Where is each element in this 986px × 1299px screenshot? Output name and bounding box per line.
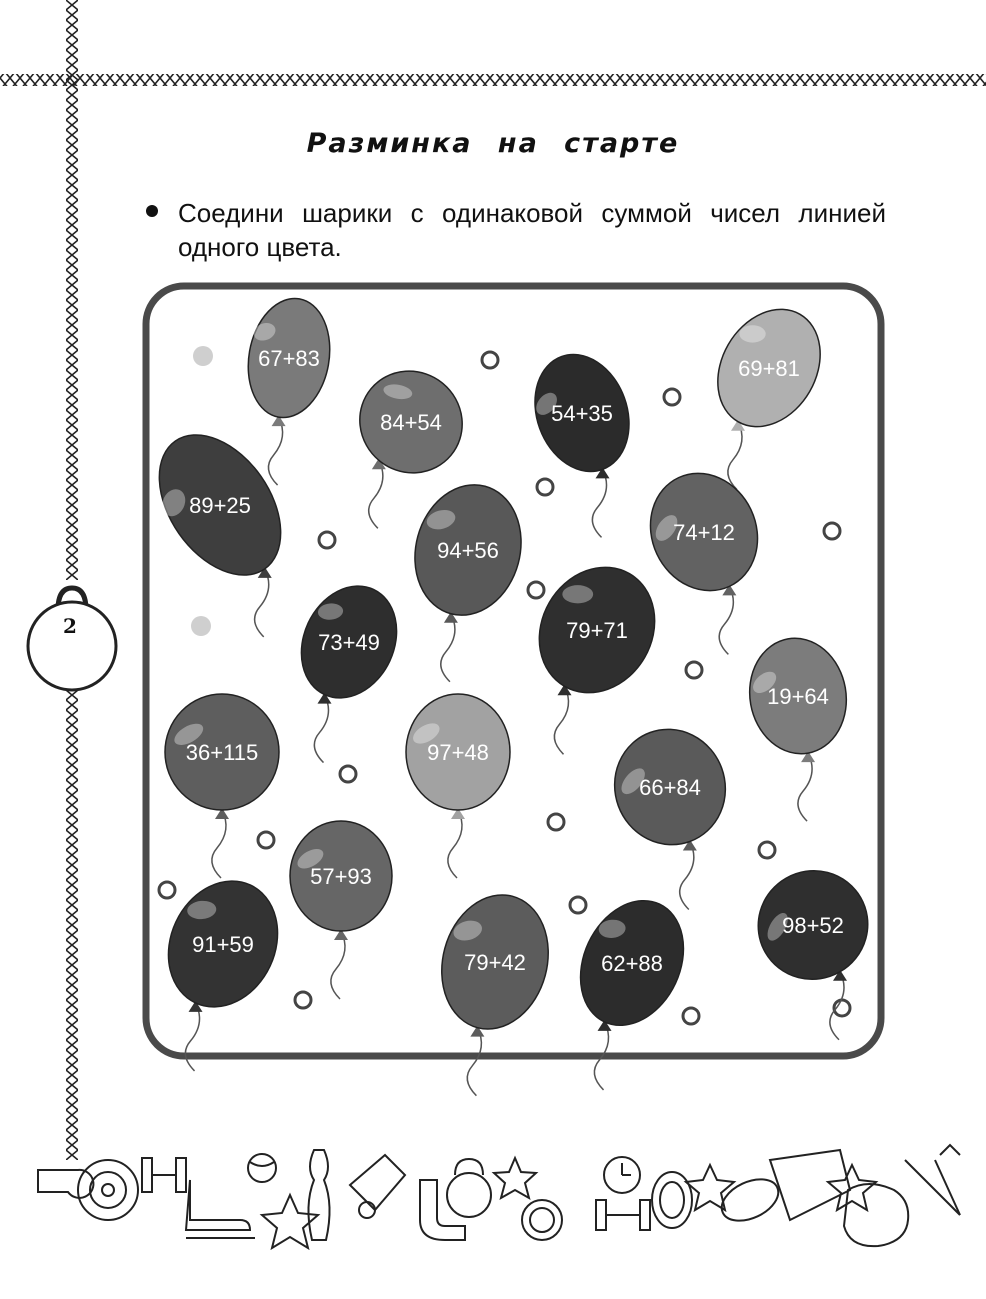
balloon-label: 97+48 [427,740,489,765]
shuttlecock-icon [350,1155,405,1218]
balloon-label: 79+42 [464,950,526,975]
confetti-circle [193,346,213,366]
balloon-label: 91+59 [192,932,254,957]
balloon-label: 62+88 [601,951,663,976]
confetti-circle [159,882,175,898]
balloon-label: 84+54 [380,410,442,435]
boxing-glove-icon [844,1184,908,1246]
medal-icon [522,1200,562,1240]
balloon-label: 36+115 [185,740,259,765]
bowling-icon [308,1150,329,1240]
task-instruction: Соедини шарики с одинаковой суммой чисел линией одного цвета. [178,198,886,262]
confetti-circle [340,766,356,782]
skate-icon [186,1180,255,1238]
star-icon [494,1158,536,1198]
bullet-icon [146,205,158,217]
ball-icon [248,1154,276,1182]
confetti-circle [664,389,680,405]
top-border [0,74,986,86]
balloon-label: 74+12 [673,520,735,545]
confetti-circle [824,523,840,539]
confetti-circle [683,1008,699,1024]
whistle-icon [38,1170,93,1198]
balloon-label: 66+84 [639,775,701,800]
balloon-highlight [739,325,765,342]
balloon-label: 73+49 [318,630,380,655]
left-border-bottom [66,690,78,1160]
confetti-circle [528,582,544,598]
kettlebell-icon [447,1159,491,1217]
football-icon [715,1171,785,1229]
balloon-highlight [562,585,593,603]
sock-icon [420,1180,465,1240]
confetti-circle [686,662,702,678]
star-icon [686,1165,734,1210]
confetti-circle [570,897,586,913]
balloon-label: 67+83 [258,346,320,371]
confetti-circle [191,616,211,636]
page-title: Разминка на старте [306,128,680,159]
balloon-label: 89+25 [189,493,251,518]
dumbbell-icon [142,1158,186,1192]
page-number: 2 [63,614,77,638]
dumbbell-icon [596,1200,650,1230]
kettlebell-icon [28,588,116,690]
balloon-label: 69+81 [738,356,800,381]
confetti-circle [548,814,564,830]
balloon-label: 19+64 [767,684,829,709]
balloon-label: 94+56 [437,538,499,563]
balloon-label: 98+52 [782,913,844,938]
stopwatch-icon [604,1157,640,1193]
target-icon [78,1160,138,1220]
confetti-circle [295,992,311,1008]
balloon-label: 57+93 [310,864,372,889]
confetti-circle [537,479,553,495]
darts-icon [905,1145,960,1215]
confetti-circle [482,352,498,368]
sports-doodle-border [38,1145,960,1248]
confetti-circle [319,532,335,548]
goggles-icon [652,1172,692,1228]
confetti-circle [759,842,775,858]
balloon-label: 79+71 [566,618,628,643]
balloon-label: 54+35 [551,401,613,426]
confetti-circle [258,832,274,848]
left-border-top [66,0,78,580]
